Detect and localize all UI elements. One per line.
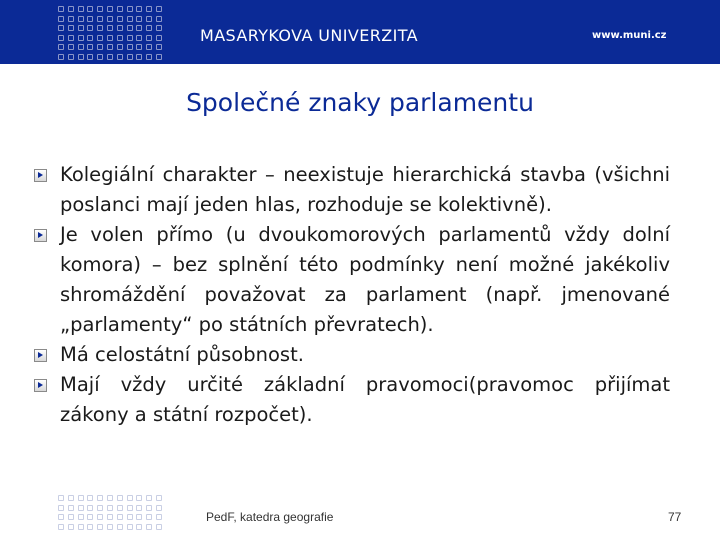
grid-dot (117, 16, 123, 22)
grid-dot (87, 44, 93, 50)
grid-dot (117, 35, 123, 41)
grid-dot (136, 54, 142, 60)
header-divider (0, 64, 720, 78)
grid-dot (97, 495, 103, 501)
arrow-box-icon (34, 229, 47, 242)
grid-dot (78, 16, 84, 22)
grid-dot (68, 505, 74, 511)
grid-dot (97, 16, 103, 22)
grid-dot (87, 495, 93, 501)
grid-dot (97, 514, 103, 520)
grid-dot (146, 35, 152, 41)
grid-dot (78, 514, 84, 520)
grid-dot (127, 44, 133, 50)
grid-dot (136, 16, 142, 22)
grid-dot (68, 54, 74, 60)
grid-dot (146, 505, 152, 511)
bullet-item (34, 220, 670, 340)
grid-dot (107, 16, 113, 22)
grid-dot (87, 505, 93, 511)
grid-dot (127, 495, 133, 501)
grid-dot (97, 25, 103, 31)
grid-dot (68, 44, 74, 50)
grid-dot (146, 16, 152, 22)
grid-dot (58, 505, 64, 511)
arrow-box-icon (34, 349, 47, 362)
grid-dot (107, 25, 113, 31)
grid-dot (146, 495, 152, 501)
grid-dot (136, 514, 142, 520)
bullet-text: Kolegiální charakter – neexistuje hierarchická stavba (všichni poslanci mají jeden hlas, rozhoduje se kolektivně). (60, 163, 670, 216)
grid-dot (117, 6, 123, 12)
grid-dot (58, 44, 64, 50)
grid-dot (58, 35, 64, 41)
grid-dot (136, 6, 142, 12)
grid-dot (136, 524, 142, 530)
grid-dot (68, 25, 74, 31)
grid-dot (58, 25, 64, 31)
grid-dot (146, 514, 152, 520)
grid-dot (58, 54, 64, 60)
grid-dot (68, 524, 74, 530)
grid-dot (156, 44, 162, 50)
header-bar (0, 0, 720, 64)
bullet-list (34, 160, 670, 430)
bullet-text: Má celostátní působnost. (60, 343, 304, 366)
grid-dot (87, 6, 93, 12)
grid-dot (87, 25, 93, 31)
grid-dot (87, 35, 93, 41)
grid-dot (97, 505, 103, 511)
website-label: www.muni.cz (592, 30, 667, 41)
grid-dot (136, 44, 142, 50)
bullet-text: Je volen přímo (u dvoukomorových parlamentů vždy dolní komora) – bez splnění této podmínky není možné jakékoliv shromáždění považovat za parlament (např. jmenované „parlamenty“ po státních převratech). (60, 223, 670, 336)
university-name: MASARYKOVA UNIVERZITA (200, 26, 419, 45)
arrow-box-icon (34, 379, 47, 392)
grid-dot (156, 54, 162, 60)
grid-dot (146, 44, 152, 50)
grid-dot (127, 524, 133, 530)
grid-dot (97, 35, 103, 41)
grid-dot (136, 505, 142, 511)
grid-dot (136, 35, 142, 41)
grid-dot (87, 54, 93, 60)
grid-dot (58, 524, 64, 530)
bullet-text: Mají vždy určité základní pravomoci(pravomoc přijímat zákony a státní rozpočet). (60, 373, 670, 426)
grid-dot (97, 6, 103, 12)
grid-dot (68, 514, 74, 520)
grid-dot (58, 495, 64, 501)
grid-dot (107, 6, 113, 12)
grid-dot (156, 524, 162, 530)
grid-dot (87, 16, 93, 22)
grid-dot (78, 44, 84, 50)
grid-dot (127, 25, 133, 31)
grid-dot (127, 35, 133, 41)
grid-dot (68, 6, 74, 12)
grid-dot (127, 54, 133, 60)
grid-dot (117, 25, 123, 31)
grid-dot (107, 54, 113, 60)
grid-dot (78, 54, 84, 60)
grid-dot (78, 25, 84, 31)
grid-dot (107, 44, 113, 50)
grid-dot (78, 524, 84, 530)
grid-dot (78, 6, 84, 12)
grid-dot (127, 6, 133, 12)
grid-dot (127, 16, 133, 22)
arrow-box-icon (34, 169, 47, 182)
grid-dot (58, 6, 64, 12)
grid-dot (97, 54, 103, 60)
grid-dot (127, 514, 133, 520)
bullet-item (34, 160, 670, 220)
grid-dot (107, 524, 113, 530)
grid-dot (58, 16, 64, 22)
grid-dot (117, 524, 123, 530)
grid-dot (127, 505, 133, 511)
grid-dot (117, 44, 123, 50)
grid-dot (97, 44, 103, 50)
grid-dot (68, 16, 74, 22)
grid-dot (68, 495, 74, 501)
grid-dot (117, 54, 123, 60)
grid-dot (87, 524, 93, 530)
grid-dot (68, 35, 74, 41)
grid-dot (136, 495, 142, 501)
grid-dot (117, 514, 123, 520)
grid-dot (156, 495, 162, 501)
grid-dot (156, 35, 162, 41)
grid-dot (146, 54, 152, 60)
grid-dot (136, 25, 142, 31)
grid-dot (58, 514, 64, 520)
bullet-item (34, 370, 670, 430)
grid-dot (117, 495, 123, 501)
grid-dot (156, 514, 162, 520)
grid-dot (146, 6, 152, 12)
grid-dot (97, 524, 103, 530)
grid-dot (117, 505, 123, 511)
footer-text: PedF, katedra geografie (206, 510, 334, 524)
grid-dot (78, 495, 84, 501)
grid-dot (146, 25, 152, 31)
grid-dot (156, 25, 162, 31)
slide-title: Společné znaky parlamentu (186, 88, 534, 117)
grid-dot (87, 514, 93, 520)
grid-dot (107, 505, 113, 511)
grid-dot (156, 505, 162, 511)
grid-dot (156, 6, 162, 12)
grid-dot (156, 16, 162, 22)
grid-dot (146, 524, 152, 530)
grid-dot (107, 35, 113, 41)
grid-dot (107, 495, 113, 501)
bullet-item (34, 340, 670, 370)
grid-dot (107, 514, 113, 520)
grid-dot (78, 35, 84, 41)
page-number: 77 (668, 510, 682, 524)
grid-dot (78, 505, 84, 511)
